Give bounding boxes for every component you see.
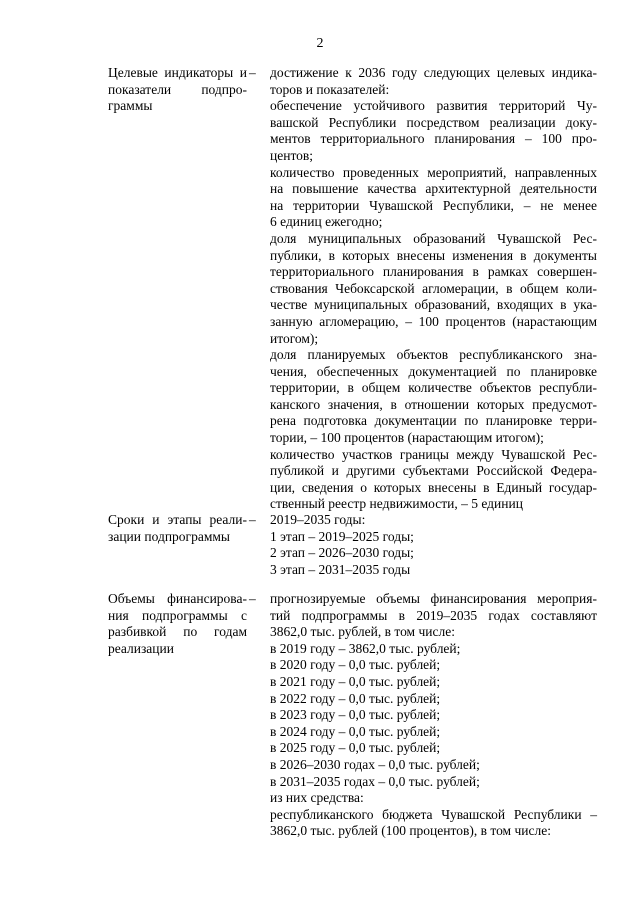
content-line: в 2031–2035 годах – 0,0 тыс. рублей; bbox=[270, 773, 480, 789]
content-line: 3862,0 тыс. рублей (100 процентов), в том числе: bbox=[270, 823, 551, 839]
content-line: территории, в общем количестве объектов республи- bbox=[270, 380, 597, 396]
content-line: доля муниципальных образований Чувашской Рес- bbox=[270, 230, 597, 246]
content-line: рена подготовка документации по планировке терри- bbox=[270, 413, 597, 429]
content-line: количество проведенных мероприятий, направленных bbox=[270, 164, 597, 180]
separator-dash: – bbox=[249, 591, 256, 606]
content-line: в 2024 году – 0,0 тыс. рублей; bbox=[270, 723, 441, 739]
content-line: публикой и другими субъектами Российской Федера- bbox=[270, 463, 597, 479]
content-line: в 2023 году – 0,0 тыс. рублей; bbox=[270, 707, 441, 723]
content-line: канского значения, в отношении которых предусмот- bbox=[270, 396, 597, 412]
content-line: центов; bbox=[270, 147, 314, 163]
content-line: 3 этап – 2031–2035 годы bbox=[270, 561, 411, 577]
label-line: разбивкой по годам bbox=[108, 624, 247, 640]
content-line: на повышение качества архитектурной деятельности bbox=[270, 181, 597, 197]
content-line: вашской Республики посредством реализации доку- bbox=[270, 114, 597, 130]
content-line: территориального планирования в рамках совершен- bbox=[270, 264, 597, 280]
content-line: 2019–2035 годы: bbox=[270, 512, 366, 527]
content-line: тий подпрограммы в 2019–2035 годах составляют bbox=[270, 607, 597, 623]
label-line: граммы bbox=[108, 98, 153, 114]
content-line: публики, в которых внесены изменения в документы bbox=[270, 247, 597, 263]
label-line: реализации bbox=[108, 640, 174, 656]
content-line: 1 этап – 2019–2025 годы; bbox=[270, 528, 414, 544]
label-line: Целевые индикаторы и bbox=[108, 65, 247, 80]
content-line: в 2025 году – 0,0 тыс. рублей; bbox=[270, 740, 441, 756]
content-line: достижение к 2036 году следующих целевых индика- bbox=[270, 65, 597, 80]
section-content bbox=[270, 591, 597, 840]
content-line: в 2022 году – 0,0 тыс. рублей; bbox=[270, 690, 441, 706]
section-label bbox=[108, 65, 247, 115]
page-number: 2 bbox=[316, 36, 324, 51]
content-line: из них средства: bbox=[270, 790, 364, 806]
label-line: зации подпрограммы bbox=[108, 528, 230, 544]
content-line: занную агломерацию, – 100 процентов (нарастающим bbox=[270, 313, 597, 329]
section-content bbox=[270, 512, 597, 578]
content-line: итогом); bbox=[270, 330, 319, 346]
content-line: в 2019 году – 3862,0 тыс. рублей; bbox=[270, 640, 461, 656]
content-line: ствования Чебоксарской агломерации, в общем коли- bbox=[270, 280, 597, 296]
content-line: республиканского бюджета Чувашской Республики – bbox=[270, 806, 597, 822]
separator-dash: – bbox=[249, 512, 256, 527]
label-line: показатели подпро- bbox=[108, 81, 247, 97]
content-line: ственный реестр недвижимости, – 5 единиц bbox=[270, 496, 523, 512]
content-line: в 2020 году – 0,0 тыс. рублей; bbox=[270, 657, 441, 673]
content-line: прогнозируемые объемы финансирования мероприя- bbox=[270, 591, 597, 606]
content-line: 6 единиц ежегодно; bbox=[270, 214, 383, 230]
content-line: ции, сведения о которых внесены в Единый государ- bbox=[270, 479, 597, 495]
content-line: в 2021 году – 0,0 тыс. рублей; bbox=[270, 673, 441, 689]
content-line: тории, – 100 процентов (нарастающим итогом); bbox=[270, 430, 544, 446]
content-line: 3862,0 тыс. рублей, в том числе: bbox=[270, 624, 455, 640]
content-line: обеспечение устойчивого развития территорий Чу- bbox=[270, 98, 597, 114]
content-line: доля планируемых объектов республиканского зна- bbox=[270, 347, 597, 363]
separator-dash: – bbox=[249, 65, 256, 80]
label-line: Сроки и этапы реали- bbox=[108, 512, 247, 527]
label-line: ния подпрограммы с bbox=[108, 607, 247, 623]
content-line: количество участков границы между Чувашской Рес- bbox=[270, 446, 597, 462]
content-line: ментов территориального планирования – 100 про- bbox=[270, 131, 597, 147]
content-line: на территории Чувашской Республики, – не менее bbox=[270, 197, 597, 213]
content-line: 2 этап – 2026–2030 годы; bbox=[270, 545, 414, 561]
section-content bbox=[270, 65, 597, 513]
content-line: в 2026–2030 годах – 0,0 тыс. рублей; bbox=[270, 756, 480, 772]
section-label bbox=[108, 512, 247, 545]
section-label bbox=[108, 591, 247, 657]
content-line: торов и показателей: bbox=[270, 81, 390, 97]
label-line: Объемы финансирова- bbox=[108, 591, 247, 606]
content-line: честве муниципальных образований, входящих в ука- bbox=[270, 297, 597, 313]
content-line: чения, обеспеченных документацией по планировке bbox=[270, 363, 597, 379]
